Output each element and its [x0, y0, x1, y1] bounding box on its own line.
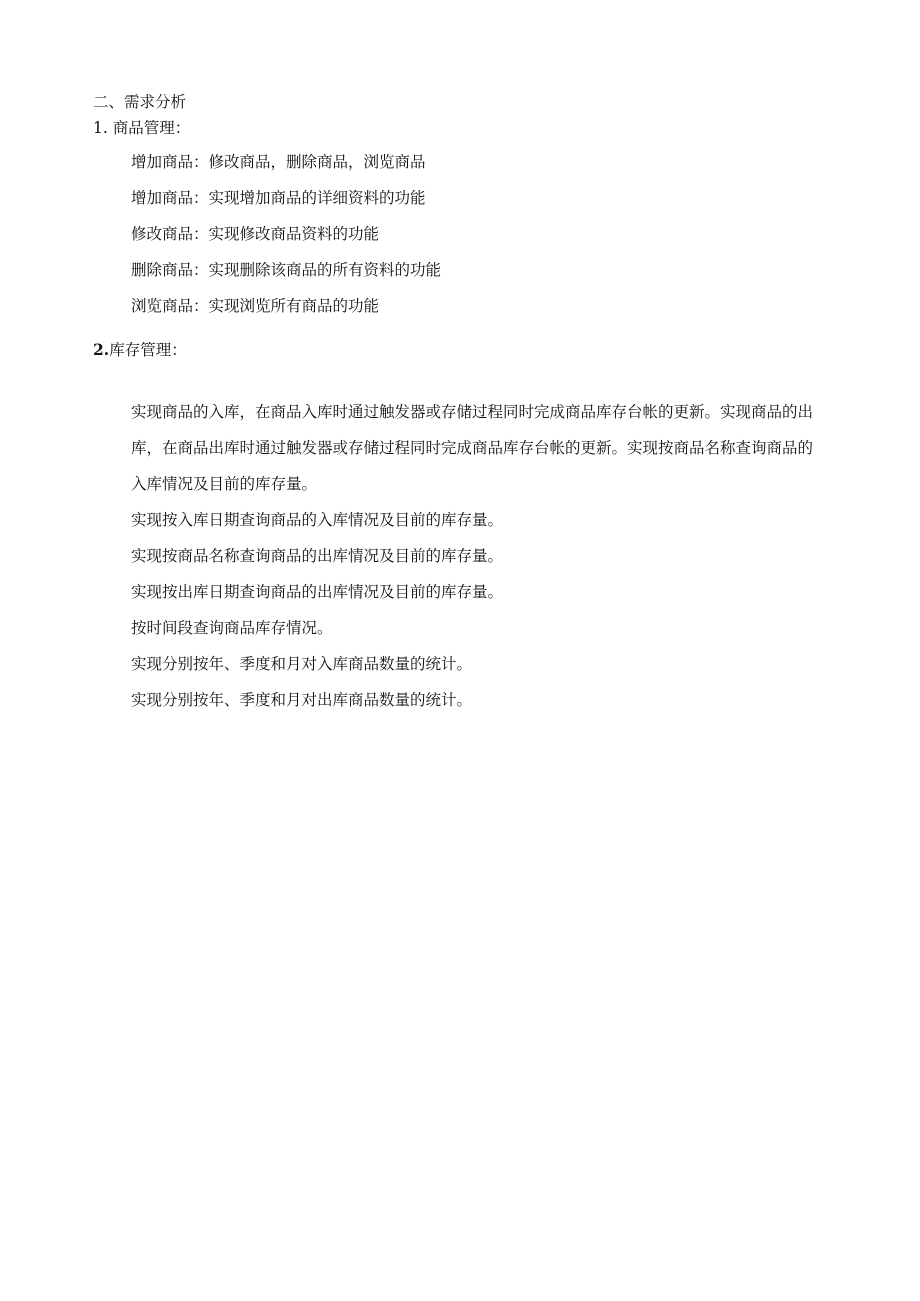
goods-management-heading: 1. 商品管理：	[93, 119, 191, 137]
inventory-heading-text: 库存管理：	[109, 341, 187, 359]
inventory-line-5: 实现分别按年、季度和月对入库商品数量的统计。	[131, 655, 473, 673]
inventory-heading-number: 2.	[93, 340, 110, 359]
inventory-paragraph: 实现商品的入库，在商品入库时通过触发器或存储过程同时完成商品库存台帐的更新。实现商品的出库，在商品出库时通过触发器或存储过程同时完成商品库存台帐的更新。实现按商品名称查询商品的入库情况及目前的库存量。	[131, 403, 814, 493]
goods-line-1: 增加商品：修改商品，删除商品，浏览商品	[131, 153, 426, 171]
inventory-line-1: 实现按入库日期查询商品的入库情况及目前的库存量。	[131, 511, 504, 529]
goods-line-3: 修改商品：实现修改商品资料的功能	[131, 225, 380, 243]
inventory-line-4: 按时间段查询商品库存情况。	[131, 619, 333, 637]
inventory-line-2: 实现按商品名称查询商品的出库情况及目前的库存量。	[131, 547, 504, 565]
goods-line-2: 增加商品：实现增加商品的详细资料的功能	[131, 189, 426, 207]
goods-line-5: 浏览商品：实现浏览所有商品的功能	[131, 297, 380, 315]
section-title: 二、需求分析	[93, 93, 187, 111]
inventory-line-6: 实现分别按年、季度和月对出库商品数量的统计。	[131, 691, 473, 709]
goods-line-4: 删除商品：实现删除该商品的所有资料的功能	[131, 261, 442, 279]
inventory-line-3: 实现按出库日期查询商品的出库情况及目前的库存量。	[131, 583, 504, 601]
inventory-management-heading	[93, 340, 187, 360]
